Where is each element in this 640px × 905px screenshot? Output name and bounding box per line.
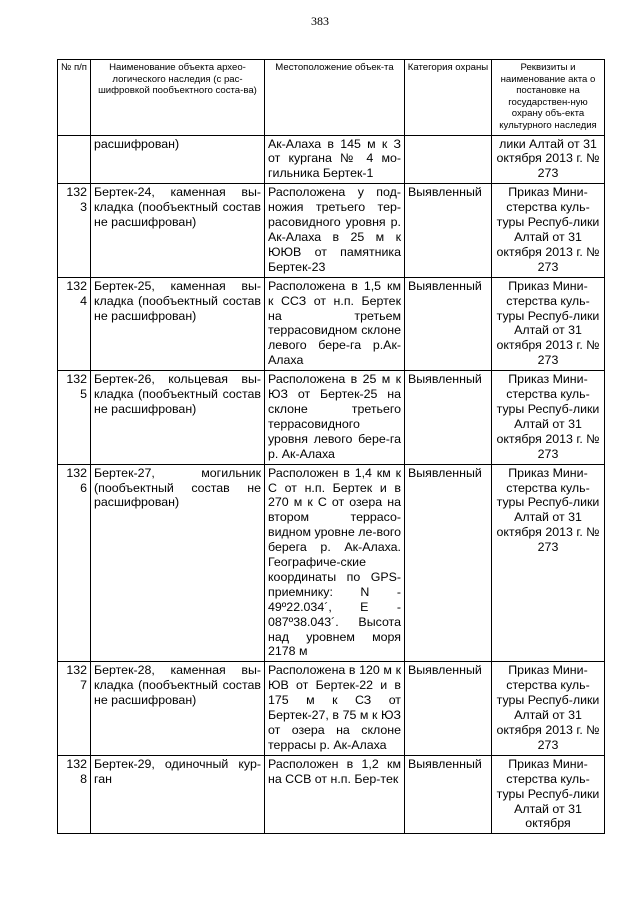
cell-location: Расположена в 1,5 км к ССЗ от н.п. Бертек на третьем террасовидном склоне левого бере-га р.Ак-Алаха <box>265 277 405 370</box>
cell-category: Выявленный <box>405 184 492 277</box>
cell-number: 1323 <box>58 184 91 277</box>
cell-location: Расположена в 120 м к ЮВ от Бертек-22 и в 175 м к СЗ от Бертек-27, в 75 м к ЮЗ от озера на склоне террасы р. Ак-Алаха <box>265 662 405 755</box>
cell-category: Выявленный <box>405 464 492 662</box>
cell-act: Приказ Мини-стерства куль-туры Респуб-лики Алтай от 31 октября 2013 г. № 273 <box>492 662 605 755</box>
header-protection-category: Категория охраны <box>405 60 492 136</box>
cell-number <box>58 135 91 184</box>
header-location: Местоположение объек-та <box>265 60 405 136</box>
cell-number: 1328 <box>58 755 91 834</box>
table-header-row <box>58 60 605 136</box>
header-object-name: Наименование объекта архео-логического наследия (с рас-шифровкой пообъектного соста-ва) <box>91 60 265 136</box>
cell-act: лики Алтай от 31 октября 2013 г. № 273 <box>492 135 605 184</box>
page-number: 383 <box>311 14 329 28</box>
cell-object-name: Бертек-29, одиночный кур-ган <box>91 755 265 834</box>
table-row <box>58 371 605 464</box>
cell-object-name: Бертек-24, каменная вы-кладка (пообъектный состав не расшифрован) <box>91 184 265 277</box>
table-row <box>58 755 605 834</box>
header-number: № п/п <box>58 60 91 136</box>
cell-number: 1327 <box>58 662 91 755</box>
cell-location: Расположен в 1,4 км к С от н.п. Бертек и в 270 м к С от озера на втором террасо-видном уровне ле-вого берега р. Ак-Алаха. Географиче-ские координаты по GPS-приемнику: N - 49º22.034´, Е - 087º38.043´. Высота над уровнем моря 2178 м <box>265 464 405 662</box>
cell-category: Выявленный <box>405 755 492 834</box>
table-row <box>58 184 605 277</box>
cell-object-name: расшифрован) <box>91 135 265 184</box>
cell-act: Приказ Мини-стерства куль-туры Респуб-лики Алтай от 31 октября <box>492 755 605 834</box>
cell-object-name: Бертек-26, кольцевая вы-кладка (пообъектный состав не расшифрован) <box>91 371 265 464</box>
header-act-details: Реквизиты и наименование акта о постановке на государствен-ную охрану объ-екта культурного наследия <box>492 60 605 136</box>
cell-object-name: Бертек-27, могильник (пообъектный состав не расшифрован) <box>91 464 265 662</box>
cell-number: 1326 <box>58 464 91 662</box>
table-row <box>58 277 605 370</box>
cell-location: Расположена в 25 м к ЮЗ от Бертек-25 на склоне третьего террасовидного уровня левого бере-га р. Ак-Алаха <box>265 371 405 464</box>
cell-number: 1324 <box>58 277 91 370</box>
cell-object-name: Бертек-28, каменная вы-кладка (пообъектный состав не расшифрован) <box>91 662 265 755</box>
cell-location: Ак-Алаха в 145 м к З от кургана № 4 мо-гильника Бертек-1 <box>265 135 405 184</box>
cell-number: 1325 <box>58 371 91 464</box>
cell-act: Приказ Мини-стерства куль-туры Респуб-лики Алтай от 31 октября 2013 г. № 273 <box>492 277 605 370</box>
cell-act: Приказ Мини-стерства куль-туры Респуб-лики Алтай от 31 октября 2013 г. № 273 <box>492 371 605 464</box>
heritage-registry-table <box>57 59 605 834</box>
cell-location: Расположена у под-ножия третьего тер-расовидного уровня р. Ак-Алаха в 25 м к ЮЮВ от памятника Бертек-23 <box>265 184 405 277</box>
cell-category: Выявленный <box>405 371 492 464</box>
cell-category: Выявленный <box>405 662 492 755</box>
cell-act: Приказ Мини-стерства куль-туры Респуб-лики Алтай от 31 октября 2013 г. № 273 <box>492 464 605 662</box>
cell-category: Выявленный <box>405 277 492 370</box>
table-row <box>58 662 605 755</box>
table-row-continuation <box>58 135 605 184</box>
cell-object-name: Бертек-25, каменная вы-кладка (пообъектный состав не расшифрован) <box>91 277 265 370</box>
cell-act: Приказ Мини-стерства куль-туры Респуб-лики Алтай от 31 октября 2013 г. № 273 <box>492 184 605 277</box>
cell-location: Расположен в 1,2 км на ССВ от н.п. Бер-тек <box>265 755 405 834</box>
cell-category <box>405 135 492 184</box>
table-row <box>58 464 605 662</box>
